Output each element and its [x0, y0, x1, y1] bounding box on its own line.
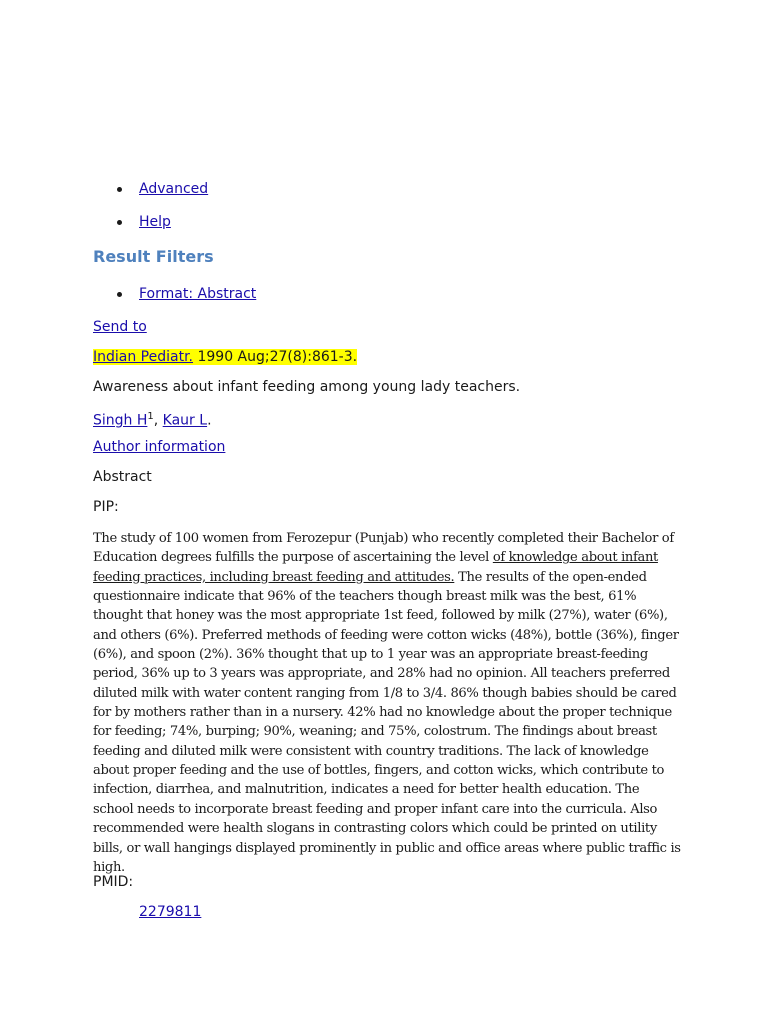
pmid-label: PMID:	[93, 874, 134, 890]
top-nav-list	[93, 178, 208, 244]
abstract-text-rest: The results of the open-ended questionnaire indicate that 96% of the teachers though breast milk was the best, 61% thought that honey was the most appropriate 1st feed, followed by milk (27%), water (6%), and others (6%). Preferred methods of feeding were cotton wicks (48%), bottle (36%), finger (6%), and spoon (2%). 36% thought that up to 1 year was an appropriate breast-feeding period, 36% up to 3 years was appropriate, and 28% had no opinion. All teachers preferred diluted milk with water content ranging from 1/8 to 3/4. 86% though babies should be cared for by mothers rather than in a nursery. 42% had no knowledge about the proper technique for feeding; 74%, burping; 90%, weaning; and 75%, colostrum. The findings about breast feeding and diluted milk were consistent with country traditions. The lack of knowledge about proper feeding and the use of bottles, fingers, and cotton wicks, which contribute to infection, diarrhea, and malnutrition, indicates a need for better health education. The school needs to incorporate breast feeding and proper infant care into the curricula. Also recommended were health slogans in contrasting colors which could be printed on utility bills, or wall hangings displayed prominently in public and office areas where public traffic is high.	[93, 569, 681, 875]
result-filters-heading: Result Filters	[93, 247, 214, 266]
journal-link[interactable]: Indian Pediatr.	[93, 349, 194, 365]
send-to-row	[93, 316, 147, 338]
abstract-underlined-text: of knowledge about infant feeding practices, including breast feeding and attitudes.	[93, 550, 658, 585]
help-link[interactable]: Help	[139, 214, 171, 230]
abstract-text-start: The study of 100 women from Ferozepur (Punjab) who recently completed their Bachelor of Education degrees fulfills the purpose of ascertaining the level	[93, 531, 674, 566]
author-information-link[interactable]: Author information	[93, 439, 226, 455]
format-abstract-link[interactable]: Format: Abstract	[139, 286, 257, 302]
pmid-link[interactable]: 2279811	[139, 904, 202, 920]
author-link-singh[interactable]: Singh H	[93, 412, 148, 429]
filter-list	[93, 283, 256, 305]
citation	[93, 346, 357, 368]
pip-label: PIP:	[93, 499, 119, 515]
send-to-link[interactable]: Send to	[93, 319, 147, 335]
advanced-link[interactable]: Advanced	[139, 181, 209, 197]
abstract-heading: Abstract	[93, 469, 152, 485]
filter-item-format	[93, 283, 256, 305]
author-affiliation-marker: 1	[147, 411, 154, 422]
author-link-kaur[interactable]: Kaur L	[162, 412, 208, 429]
nav-item-help	[93, 211, 208, 244]
citation-highlight	[93, 349, 357, 365]
author-list	[93, 406, 212, 432]
article-title: Awareness about infant feeding among young lady teachers.	[93, 379, 521, 395]
author-end: .	[207, 412, 212, 429]
abstract-text	[93, 529, 683, 877]
author-info-row	[93, 436, 225, 458]
author-separator: ,	[153, 412, 163, 429]
nav-item-advanced	[93, 178, 208, 211]
citation-details: 1990 Aug;27(8):861-3.	[193, 349, 358, 365]
